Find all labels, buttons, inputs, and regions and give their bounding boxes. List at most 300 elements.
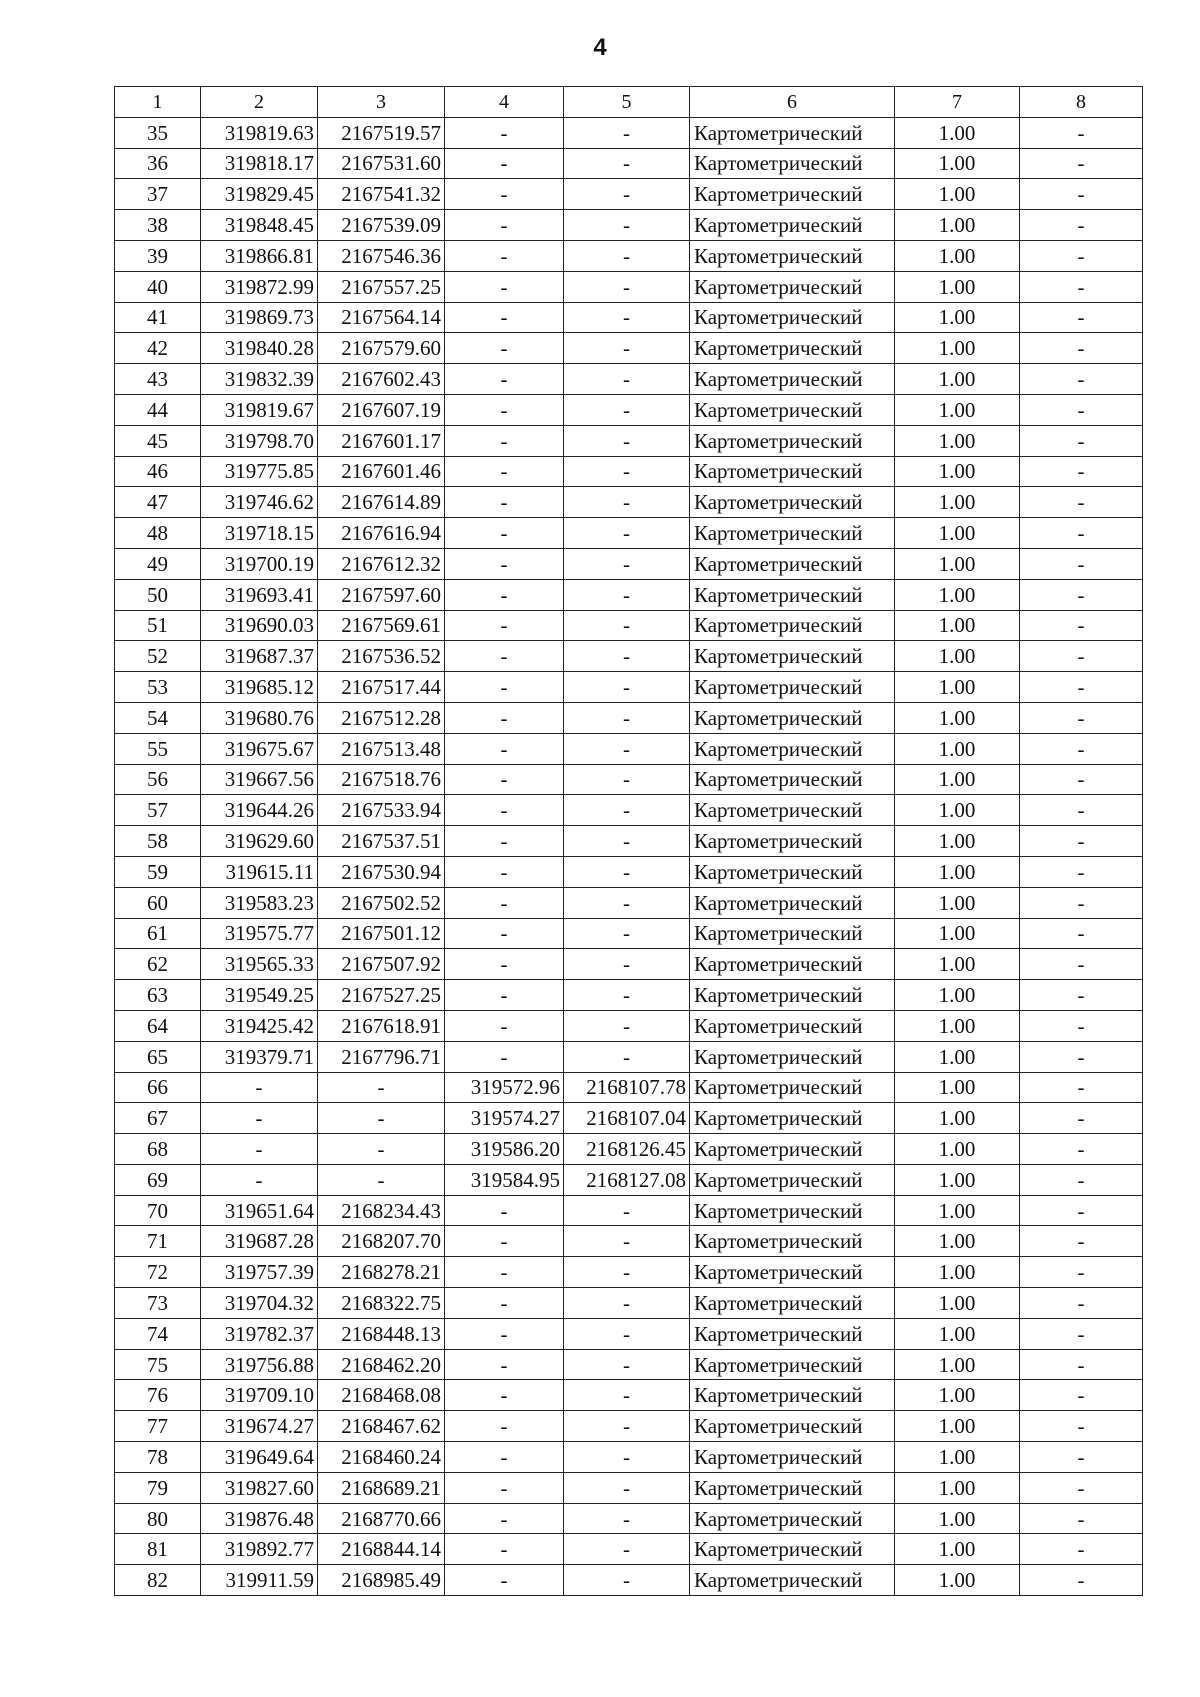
table-row [115, 579, 1143, 610]
table-row [115, 518, 1143, 549]
x-coordinate-cell: 319782.37 [201, 1318, 318, 1349]
accuracy-cell: 1.00 [895, 1503, 1020, 1534]
y-coordinate-cell: 2168985.49 [318, 1565, 445, 1596]
y-coordinate-cell: 2167557.25 [318, 271, 445, 302]
method-cell: Картометрический [690, 764, 895, 795]
point-number-cell: 51 [115, 610, 201, 641]
point-number-cell: 56 [115, 764, 201, 795]
accuracy-cell: 1.00 [895, 1349, 1020, 1380]
y-coordinate-cell: 2168207.70 [318, 1226, 445, 1257]
point-number-cell: 74 [115, 1318, 201, 1349]
method-cell: Картометрический [690, 271, 895, 302]
description-cell: - [1020, 1226, 1143, 1257]
new-x-coordinate-cell: - [445, 1349, 564, 1380]
accuracy-cell: 1.00 [895, 610, 1020, 641]
new-x-coordinate-cell: - [445, 733, 564, 764]
page-number: 4 [593, 34, 607, 61]
y-coordinate-cell: 2168467.62 [318, 1411, 445, 1442]
new-y-coordinate-cell: - [564, 1010, 690, 1041]
new-y-coordinate-cell: - [564, 887, 690, 918]
description-cell: - [1020, 179, 1143, 210]
y-coordinate-cell: 2167536.52 [318, 641, 445, 672]
method-cell: Картометрический [690, 425, 895, 456]
x-coordinate-cell: 319644.26 [201, 795, 318, 826]
accuracy-cell: 1.00 [895, 1442, 1020, 1473]
new-x-coordinate-cell: - [445, 548, 564, 579]
accuracy-cell: 1.00 [895, 856, 1020, 887]
description-cell: - [1020, 1010, 1143, 1041]
new-y-coordinate-cell: - [564, 702, 690, 733]
description-cell: - [1020, 240, 1143, 271]
y-coordinate-cell: 2167618.91 [318, 1010, 445, 1041]
column-header: 8 [1020, 87, 1143, 118]
accuracy-cell: 1.00 [895, 1534, 1020, 1565]
new-x-coordinate-cell: - [445, 918, 564, 949]
point-number-cell: 55 [115, 733, 201, 764]
table-row [115, 672, 1143, 703]
accuracy-cell: 1.00 [895, 179, 1020, 210]
y-coordinate-cell: 2168468.08 [318, 1380, 445, 1411]
point-number-cell: 64 [115, 1010, 201, 1041]
method-cell: Картометрический [690, 302, 895, 333]
description-cell: - [1020, 456, 1143, 487]
accuracy-cell: 1.00 [895, 1164, 1020, 1195]
y-coordinate-cell: 2168689.21 [318, 1472, 445, 1503]
accuracy-cell: 1.00 [895, 1565, 1020, 1596]
description-cell: - [1020, 271, 1143, 302]
method-cell: Картометрический [690, 210, 895, 241]
y-coordinate-cell: 2168278.21 [318, 1257, 445, 1288]
accuracy-cell: 1.00 [895, 1257, 1020, 1288]
method-cell: Картометрический [690, 1134, 895, 1165]
new-y-coordinate-cell: 2168127.08 [564, 1164, 690, 1195]
accuracy-cell: 1.00 [895, 1134, 1020, 1165]
accuracy-cell: 1.00 [895, 271, 1020, 302]
x-coordinate-cell: 319757.39 [201, 1257, 318, 1288]
method-cell: Картометрический [690, 856, 895, 887]
description-cell: - [1020, 672, 1143, 703]
x-coordinate-cell: - [201, 1103, 318, 1134]
method-cell: Картометрический [690, 1472, 895, 1503]
new-x-coordinate-cell: - [445, 641, 564, 672]
new-x-coordinate-cell: - [445, 210, 564, 241]
new-x-coordinate-cell: - [445, 333, 564, 364]
method-cell: Картометрический [690, 1010, 895, 1041]
y-coordinate-cell: 2167513.48 [318, 733, 445, 764]
new-y-coordinate-cell: - [564, 795, 690, 826]
table-row [115, 425, 1143, 456]
table-row [115, 1411, 1143, 1442]
x-coordinate-cell: 319687.28 [201, 1226, 318, 1257]
accuracy-cell: 1.00 [895, 1195, 1020, 1226]
description-cell: - [1020, 856, 1143, 887]
table-row [115, 1288, 1143, 1319]
table-row [115, 1072, 1143, 1103]
description-cell: - [1020, 518, 1143, 549]
new-x-coordinate-cell: - [445, 764, 564, 795]
method-cell: Картометрический [690, 1288, 895, 1319]
y-coordinate-cell: 2167612.32 [318, 548, 445, 579]
accuracy-cell: 1.00 [895, 148, 1020, 179]
description-cell: - [1020, 1503, 1143, 1534]
x-coordinate-cell: - [201, 1134, 318, 1165]
accuracy-cell: 1.00 [895, 333, 1020, 364]
point-number-cell: 52 [115, 641, 201, 672]
accuracy-cell: 1.00 [895, 1103, 1020, 1134]
point-number-cell: 75 [115, 1349, 201, 1380]
new-x-coordinate-cell: - [445, 702, 564, 733]
accuracy-cell: 1.00 [895, 949, 1020, 980]
column-header: 6 [690, 87, 895, 118]
y-coordinate-cell: 2167601.46 [318, 456, 445, 487]
method-cell: Картометрический [690, 1072, 895, 1103]
new-x-coordinate-cell: - [445, 1565, 564, 1596]
new-y-coordinate-cell: - [564, 1472, 690, 1503]
point-number-cell: 57 [115, 795, 201, 826]
method-cell: Картометрический [690, 1534, 895, 1565]
new-x-coordinate-cell: - [445, 672, 564, 703]
x-coordinate-cell: 319379.71 [201, 1041, 318, 1072]
table-row [115, 1318, 1143, 1349]
new-x-coordinate-cell: - [445, 487, 564, 518]
description-cell: - [1020, 980, 1143, 1011]
new-y-coordinate-cell: - [564, 548, 690, 579]
table-row [115, 271, 1143, 302]
table-row [115, 1380, 1143, 1411]
table-row [115, 1041, 1143, 1072]
table-row [115, 918, 1143, 949]
x-coordinate-cell: 319690.03 [201, 610, 318, 641]
point-number-cell: 40 [115, 271, 201, 302]
x-coordinate-cell: 319651.64 [201, 1195, 318, 1226]
x-coordinate-cell: 319775.85 [201, 456, 318, 487]
y-coordinate-cell: 2167607.19 [318, 394, 445, 425]
x-coordinate-cell: 319827.60 [201, 1472, 318, 1503]
y-coordinate-cell: 2167527.25 [318, 980, 445, 1011]
x-coordinate-cell: 319629.60 [201, 826, 318, 857]
method-cell: Картометрический [690, 518, 895, 549]
column-header: 1 [115, 87, 201, 118]
x-coordinate-cell: 319866.81 [201, 240, 318, 271]
description-cell: - [1020, 1072, 1143, 1103]
method-cell: Картометрический [690, 1318, 895, 1349]
accuracy-cell: 1.00 [895, 1041, 1020, 1072]
table-row [115, 1134, 1143, 1165]
accuracy-cell: 1.00 [895, 210, 1020, 241]
point-number-cell: 43 [115, 364, 201, 395]
table-row [115, 826, 1143, 857]
table-row [115, 210, 1143, 241]
table-row [115, 1103, 1143, 1134]
new-y-coordinate-cell: - [564, 333, 690, 364]
method-cell: Картометрический [690, 980, 895, 1011]
table-row [115, 302, 1143, 333]
x-coordinate-cell: 319685.12 [201, 672, 318, 703]
method-cell: Картометрический [690, 826, 895, 857]
x-coordinate-cell: 319746.62 [201, 487, 318, 518]
accuracy-cell: 1.00 [895, 918, 1020, 949]
accuracy-cell: 1.00 [895, 980, 1020, 1011]
new-y-coordinate-cell: - [564, 1318, 690, 1349]
new-y-coordinate-cell: - [564, 610, 690, 641]
point-number-cell: 77 [115, 1411, 201, 1442]
new-y-coordinate-cell: - [564, 579, 690, 610]
point-number-cell: 60 [115, 887, 201, 918]
description-cell: - [1020, 733, 1143, 764]
description-cell: - [1020, 1565, 1143, 1596]
description-cell: - [1020, 1164, 1143, 1195]
x-coordinate-cell: 319704.32 [201, 1288, 318, 1319]
point-number-cell: 79 [115, 1472, 201, 1503]
point-number-cell: 81 [115, 1534, 201, 1565]
description-cell: - [1020, 949, 1143, 980]
point-number-cell: 38 [115, 210, 201, 241]
method-cell: Картометрический [690, 1411, 895, 1442]
description-cell: - [1020, 333, 1143, 364]
method-cell: Картометрический [690, 333, 895, 364]
new-y-coordinate-cell: - [564, 518, 690, 549]
y-coordinate-cell: 2168448.13 [318, 1318, 445, 1349]
new-x-coordinate-cell: - [445, 856, 564, 887]
description-cell: - [1020, 641, 1143, 672]
new-x-coordinate-cell: - [445, 394, 564, 425]
description-cell: - [1020, 148, 1143, 179]
description-cell: - [1020, 1534, 1143, 1565]
column-header: 5 [564, 87, 690, 118]
table-row [115, 887, 1143, 918]
x-coordinate-cell: 319565.33 [201, 949, 318, 980]
table-row [115, 980, 1143, 1011]
table-row [115, 795, 1143, 826]
point-number-cell: 67 [115, 1103, 201, 1134]
description-cell: - [1020, 425, 1143, 456]
new-x-coordinate-cell: - [445, 1288, 564, 1319]
y-coordinate-cell: 2167602.43 [318, 364, 445, 395]
y-coordinate-cell: 2168462.20 [318, 1349, 445, 1380]
table-row [115, 456, 1143, 487]
point-number-cell: 69 [115, 1164, 201, 1195]
x-coordinate-cell: 319818.17 [201, 148, 318, 179]
y-coordinate-cell: 2167507.92 [318, 949, 445, 980]
point-number-cell: 76 [115, 1380, 201, 1411]
method-cell: Картометрический [690, 548, 895, 579]
accuracy-cell: 1.00 [895, 487, 1020, 518]
new-x-coordinate-cell: - [445, 579, 564, 610]
x-coordinate-cell: 319700.19 [201, 548, 318, 579]
new-x-coordinate-cell: - [445, 302, 564, 333]
method-cell: Картометрический [690, 1349, 895, 1380]
new-x-coordinate-cell: - [445, 1257, 564, 1288]
x-coordinate-cell: 319667.56 [201, 764, 318, 795]
x-coordinate-cell: 319687.37 [201, 641, 318, 672]
accuracy-cell: 1.00 [895, 764, 1020, 795]
x-coordinate-cell: 319674.27 [201, 1411, 318, 1442]
method-cell: Картометрический [690, 610, 895, 641]
new-y-coordinate-cell: - [564, 1041, 690, 1072]
description-cell: - [1020, 1041, 1143, 1072]
new-y-coordinate-cell: - [564, 826, 690, 857]
x-coordinate-cell: - [201, 1164, 318, 1195]
new-y-coordinate-cell: - [564, 1195, 690, 1226]
accuracy-cell: 1.00 [895, 1380, 1020, 1411]
x-coordinate-cell: 319798.70 [201, 425, 318, 456]
table-row [115, 1257, 1143, 1288]
point-number-cell: 72 [115, 1257, 201, 1288]
new-y-coordinate-cell: - [564, 672, 690, 703]
method-cell: Картометрический [690, 1164, 895, 1195]
table-header-row [115, 87, 1143, 118]
method-cell: Картометрический [690, 1442, 895, 1473]
new-y-coordinate-cell: - [564, 1349, 690, 1380]
x-coordinate-cell: 319675.67 [201, 733, 318, 764]
y-coordinate-cell: 2167564.14 [318, 302, 445, 333]
y-coordinate-cell: 2167614.89 [318, 487, 445, 518]
y-coordinate-cell: 2168770.66 [318, 1503, 445, 1534]
y-coordinate-cell: 2167518.76 [318, 764, 445, 795]
x-coordinate-cell: 319709.10 [201, 1380, 318, 1411]
description-cell: - [1020, 1472, 1143, 1503]
method-cell: Картометрический [690, 918, 895, 949]
table-row [115, 333, 1143, 364]
table-row [115, 148, 1143, 179]
table-row [115, 1226, 1143, 1257]
new-x-coordinate-cell: - [445, 1041, 564, 1072]
method-cell: Картометрический [690, 487, 895, 518]
accuracy-cell: 1.00 [895, 579, 1020, 610]
point-number-cell: 80 [115, 1503, 201, 1534]
new-x-coordinate-cell: 319584.95 [445, 1164, 564, 1195]
description-cell: - [1020, 610, 1143, 641]
table-row [115, 641, 1143, 672]
description-cell: - [1020, 1103, 1143, 1134]
new-x-coordinate-cell: - [445, 980, 564, 1011]
new-y-coordinate-cell: - [564, 1534, 690, 1565]
y-coordinate-cell: - [318, 1134, 445, 1165]
x-coordinate-cell: 319549.25 [201, 980, 318, 1011]
accuracy-cell: 1.00 [895, 456, 1020, 487]
table-row [115, 364, 1143, 395]
description-cell: - [1020, 579, 1143, 610]
column-header: 2 [201, 87, 318, 118]
accuracy-cell: 1.00 [895, 1472, 1020, 1503]
description-cell: - [1020, 702, 1143, 733]
new-y-coordinate-cell: - [564, 1411, 690, 1442]
new-x-coordinate-cell: - [445, 1195, 564, 1226]
y-coordinate-cell: 2167531.60 [318, 148, 445, 179]
new-y-coordinate-cell: - [564, 1257, 690, 1288]
method-cell: Картометрический [690, 1380, 895, 1411]
accuracy-cell: 1.00 [895, 795, 1020, 826]
point-number-cell: 73 [115, 1288, 201, 1319]
description-cell: - [1020, 302, 1143, 333]
y-coordinate-cell: 2167537.51 [318, 826, 445, 857]
x-coordinate-cell: 319680.76 [201, 702, 318, 733]
new-x-coordinate-cell: - [445, 949, 564, 980]
new-x-coordinate-cell: - [445, 1503, 564, 1534]
x-coordinate-cell: 319575.77 [201, 918, 318, 949]
new-y-coordinate-cell: - [564, 271, 690, 302]
description-cell: - [1020, 826, 1143, 857]
accuracy-cell: 1.00 [895, 1288, 1020, 1319]
y-coordinate-cell: 2167541.32 [318, 179, 445, 210]
accuracy-cell: 1.00 [895, 733, 1020, 764]
description-cell: - [1020, 364, 1143, 395]
new-y-coordinate-cell: - [564, 1380, 690, 1411]
point-number-cell: 35 [115, 117, 201, 148]
table-row [115, 548, 1143, 579]
description-cell: - [1020, 394, 1143, 425]
new-y-coordinate-cell: - [564, 1288, 690, 1319]
new-y-coordinate-cell: - [564, 1442, 690, 1473]
table-row [115, 702, 1143, 733]
table-row [115, 1472, 1143, 1503]
y-coordinate-cell: 2167546.36 [318, 240, 445, 271]
y-coordinate-cell: 2167502.52 [318, 887, 445, 918]
point-number-cell: 36 [115, 148, 201, 179]
new-y-coordinate-cell: 2168107.78 [564, 1072, 690, 1103]
column-header: 3 [318, 87, 445, 118]
new-x-coordinate-cell: - [445, 610, 564, 641]
new-y-coordinate-cell: - [564, 210, 690, 241]
table-row [115, 1534, 1143, 1565]
accuracy-cell: 1.00 [895, 672, 1020, 703]
x-coordinate-cell: 319756.88 [201, 1349, 318, 1380]
new-y-coordinate-cell: - [564, 1226, 690, 1257]
table-row [115, 610, 1143, 641]
point-number-cell: 53 [115, 672, 201, 703]
table-row [115, 487, 1143, 518]
new-y-coordinate-cell: 2168107.04 [564, 1103, 690, 1134]
description-cell: - [1020, 1195, 1143, 1226]
table-row [115, 733, 1143, 764]
y-coordinate-cell: 2167530.94 [318, 856, 445, 887]
description-cell: - [1020, 487, 1143, 518]
accuracy-cell: 1.00 [895, 1318, 1020, 1349]
method-cell: Картометрический [690, 579, 895, 610]
new-y-coordinate-cell: - [564, 179, 690, 210]
table-row [115, 1349, 1143, 1380]
new-y-coordinate-cell: - [564, 302, 690, 333]
point-number-cell: 61 [115, 918, 201, 949]
method-cell: Картометрический [690, 1226, 895, 1257]
point-number-cell: 49 [115, 548, 201, 579]
x-coordinate-cell: 319911.59 [201, 1565, 318, 1596]
new-y-coordinate-cell: - [564, 1565, 690, 1596]
y-coordinate-cell: 2167796.71 [318, 1041, 445, 1072]
point-number-cell: 46 [115, 456, 201, 487]
column-header: 7 [895, 87, 1020, 118]
new-y-coordinate-cell: - [564, 641, 690, 672]
new-x-coordinate-cell: - [445, 795, 564, 826]
y-coordinate-cell: 2167616.94 [318, 518, 445, 549]
point-number-cell: 47 [115, 487, 201, 518]
accuracy-cell: 1.00 [895, 425, 1020, 456]
y-coordinate-cell: 2167501.12 [318, 918, 445, 949]
new-y-coordinate-cell: - [564, 364, 690, 395]
new-x-coordinate-cell: - [445, 117, 564, 148]
point-number-cell: 59 [115, 856, 201, 887]
accuracy-cell: 1.00 [895, 302, 1020, 333]
new-x-coordinate-cell: - [445, 1411, 564, 1442]
accuracy-cell: 1.00 [895, 1411, 1020, 1442]
accuracy-cell: 1.00 [895, 364, 1020, 395]
method-cell: Картометрический [690, 240, 895, 271]
description-cell: - [1020, 918, 1143, 949]
y-coordinate-cell: 2167569.61 [318, 610, 445, 641]
point-number-cell: 54 [115, 702, 201, 733]
table-row [115, 1503, 1143, 1534]
x-coordinate-cell: 319848.45 [201, 210, 318, 241]
